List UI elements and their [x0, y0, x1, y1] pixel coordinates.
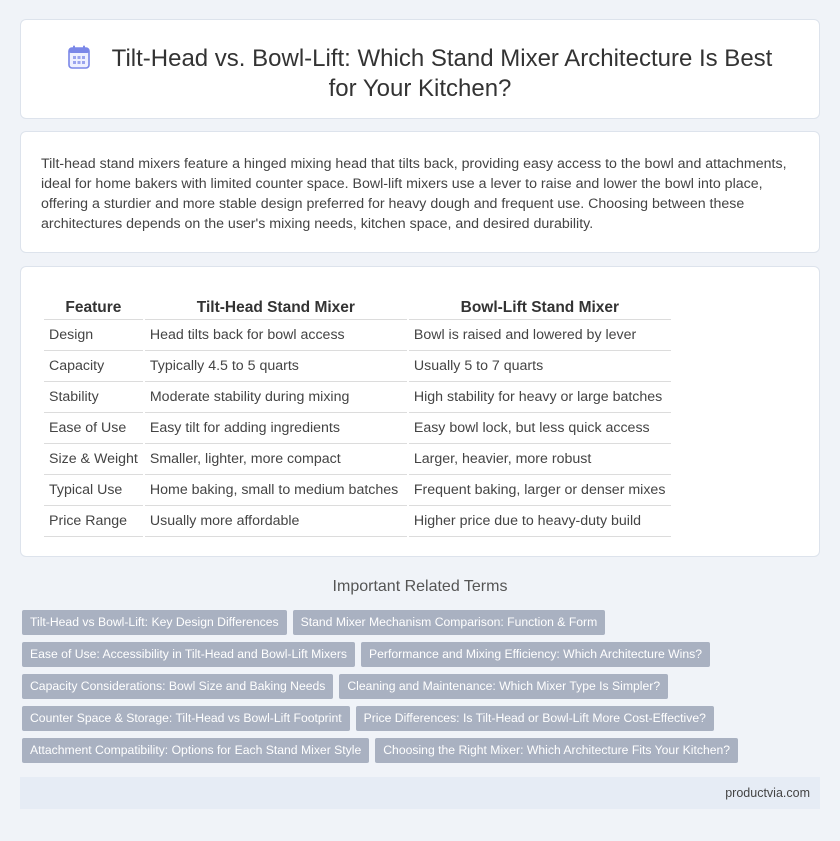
cell-bowl-lift: Frequent baking, larger or denser mixes: [409, 475, 671, 506]
cell-feature: Ease of Use: [44, 413, 143, 444]
page-title: Tilt-Head vs. Bowl-Lift: Which Stand Mixer Architecture Is Best for Your Kitchen?: [111, 45, 773, 102]
related-term-tag[interactable]: Performance and Mixing Efficiency: Which Architecture Wins?: [361, 642, 710, 667]
related-term-tag[interactable]: Price Differences: Is Tilt-Head or Bowl-Lift More Cost-Effective?: [356, 706, 714, 731]
tag-row: [22, 706, 822, 738]
cell-feature: Stability: [44, 382, 143, 413]
tag-row: [22, 642, 822, 674]
table-row: [44, 320, 671, 351]
header-bowl-lift: Bowl-Lift Stand Mixer: [409, 293, 671, 320]
tag-row: [22, 610, 822, 642]
cell-tilt-head: Easy tilt for adding ingredients: [145, 413, 407, 444]
table-row: [44, 444, 671, 475]
related-term-tag[interactable]: Choosing the Right Mixer: Which Architecture Fits Your Kitchen?: [375, 738, 738, 763]
cell-feature: Capacity: [44, 351, 143, 382]
table-row: [44, 413, 671, 444]
related-terms-list: [22, 610, 822, 770]
cell-feature: Price Range: [44, 506, 143, 537]
related-term-tag[interactable]: Cleaning and Maintenance: Which Mixer Type Is Simpler?: [339, 674, 668, 699]
cell-tilt-head: Home baking, small to medium batches: [145, 475, 407, 506]
related-term-tag[interactable]: Ease of Use: Accessibility in Tilt-Head and Bowl-Lift Mixers: [22, 642, 355, 667]
footer-site-link[interactable]: productvia.com: [725, 786, 810, 800]
table-row: [44, 475, 671, 506]
cell-feature: Design: [44, 320, 143, 351]
cell-bowl-lift: High stability for heavy or large batches: [409, 382, 671, 413]
intro-card: [20, 131, 820, 253]
title-card: [20, 19, 820, 119]
table-row: [44, 382, 671, 413]
comparison-card: [20, 266, 820, 557]
table-row: [44, 506, 671, 537]
cell-bowl-lift: Larger, heavier, more robust: [409, 444, 671, 475]
intro-paragraph: Tilt-head stand mixers feature a hinged mixing head that tilts back, providing easy access to the bowl and attachments, ideal for home bakers with limited counter space. Bowl-lift mixers use a lever to raise and lower the bowl into place, offering a sturdier and more stable design preferred for heavy dough and frequent use. Choosing between these architectures depends on the user's mixing needs, kitchen space, and desired durability.: [41, 156, 787, 232]
related-term-tag[interactable]: Counter Space & Storage: Tilt-Head vs Bowl-Lift Footprint: [22, 706, 350, 731]
header-tilt-head: Tilt-Head Stand Mixer: [145, 293, 407, 320]
cell-bowl-lift: Usually 5 to 7 quarts: [409, 351, 671, 382]
related-term-tag[interactable]: Tilt-Head vs Bowl-Lift: Key Design Differences: [22, 610, 287, 635]
related-term-tag[interactable]: Capacity Considerations: Bowl Size and Baking Needs: [22, 674, 333, 699]
cell-bowl-lift: Easy bowl lock, but less quick access: [409, 413, 671, 444]
comparison-table: [42, 293, 673, 537]
cell-tilt-head: Usually more affordable: [145, 506, 407, 537]
tag-row: [22, 738, 822, 770]
cell-tilt-head: Head tilts back for bowl access: [145, 320, 407, 351]
table-header-row: [44, 293, 671, 320]
related-terms-heading: Important Related Terms: [332, 578, 508, 595]
header-feature: Feature: [44, 293, 143, 320]
cell-tilt-head: Smaller, lighter, more compact: [145, 444, 407, 475]
tag-row: [22, 674, 822, 706]
cell-tilt-head: Typically 4.5 to 5 quarts: [145, 351, 407, 382]
footer: [20, 777, 820, 809]
cell-feature: Typical Use: [44, 475, 143, 506]
calendar-icon: [68, 45, 90, 69]
related-term-tag[interactable]: Stand Mixer Mechanism Comparison: Function & Form: [293, 610, 606, 635]
cell-bowl-lift: Higher price due to heavy-duty build: [409, 506, 671, 537]
cell-tilt-head: Moderate stability during mixing: [145, 382, 407, 413]
cell-feature: Size & Weight: [44, 444, 143, 475]
table-row: [44, 351, 671, 382]
page-title-container: [21, 44, 819, 104]
related-term-tag[interactable]: Attachment Compatibility: Options for Each Stand Mixer Style: [22, 738, 369, 763]
cell-bowl-lift: Bowl is raised and lowered by lever: [409, 320, 671, 351]
